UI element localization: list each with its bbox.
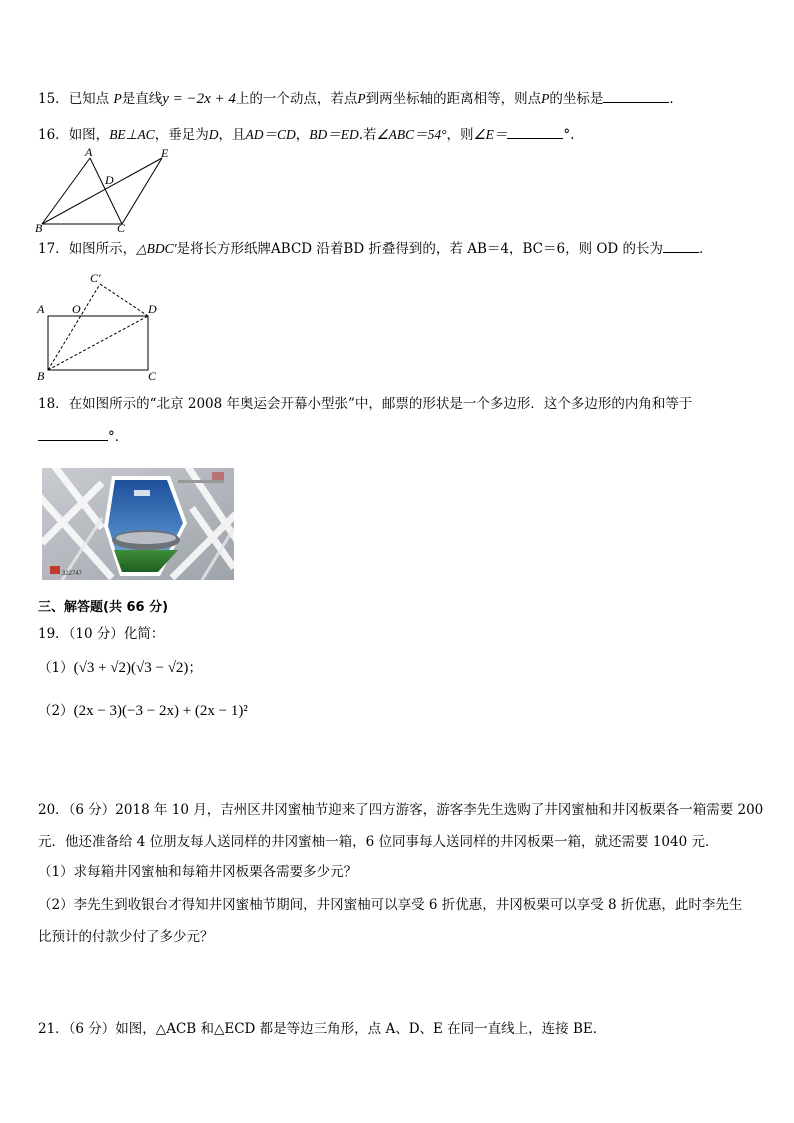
fig16-label-c: C xyxy=(117,221,126,234)
question-18 xyxy=(38,394,692,414)
fig17-label-c: C xyxy=(148,369,157,383)
line-equation: y = −2x + 4 xyxy=(162,91,236,107)
answer-blank[interactable] xyxy=(603,88,669,103)
q16-text: ，且 xyxy=(218,127,246,143)
question-20-part-1: （1）求每箱井冈蜜柚和每箱井冈板栗各需要多少元？ xyxy=(38,864,358,880)
part-label: （1） xyxy=(38,660,74,676)
point-p: P xyxy=(113,91,122,106)
answer-blank[interactable] xyxy=(663,238,699,253)
fig17-label-b: B xyxy=(37,369,45,383)
q15-text: 的坐标是 xyxy=(549,91,604,107)
section-heading: 三、解答题(共 66 分) xyxy=(38,600,169,615)
point-p: P xyxy=(541,91,550,106)
q15-text: 上的一个动点，若点 xyxy=(235,91,358,107)
fig17-label-a: A xyxy=(37,302,45,316)
fig17-label-d: D xyxy=(148,302,157,316)
question-21: 21．（6 分）如图，△ACB 和△ECD 都是等边三角形，点 A、D、E 在同一直线上，连接 BE． xyxy=(38,1021,607,1037)
figure-17 xyxy=(34,268,174,383)
question-number: 16． xyxy=(38,127,69,143)
q18-text: 在如图所示的“北京 2008 年奥运会开幕小型张”中，邮票的形状是一个多边形．这个多边形的内角和等于 xyxy=(68,396,693,412)
question-19: 19．（10 分）化简： xyxy=(38,626,165,642)
q15-text: 到两坐标轴的距离相等，则点 xyxy=(365,91,542,107)
fig17-label-c-prime: C′ xyxy=(90,271,101,285)
q17-text: 是将长方形纸牌ABCD 沿着BD 折叠得到的，若 AB＝4，BC＝6，则 OD 的长为 xyxy=(176,241,664,257)
q16-math: ∠E＝ xyxy=(473,127,508,142)
fig16-label-e: E xyxy=(161,146,169,160)
question-number: 17． xyxy=(38,241,69,257)
question-20-part-2-cont: 比预计的付款少付了多少元？ xyxy=(38,929,214,945)
stamp-serial-number: 322747 xyxy=(62,571,83,577)
question-19-part-1 xyxy=(38,658,202,678)
q16-text: 如图， xyxy=(68,127,110,143)
q16-math: BE⊥AC xyxy=(109,127,155,142)
fig17-label-o: O xyxy=(72,302,81,316)
question-number: 18． xyxy=(38,396,69,412)
q16-text: .若 xyxy=(358,127,377,143)
fig16-label-a: A xyxy=(85,146,93,159)
question-20-line-2: 元．他还准备给 4 位朋友每人送同样的井冈蜜柚一箱，6 位同事每人送同样的井冈板栗一箱，就还需要 1040 元． xyxy=(38,834,719,850)
q15-text: 已知点 xyxy=(68,91,110,107)
expression: (√3 + √2)(√3 − √2) xyxy=(73,660,189,676)
q16-end: °. xyxy=(563,127,575,143)
q17-text: 如图所示， xyxy=(68,241,137,257)
q15-text: 是直线 xyxy=(121,91,163,107)
answer-blank[interactable] xyxy=(38,426,108,441)
question-19-part-2 xyxy=(38,701,248,721)
figure-16 xyxy=(34,146,184,234)
question-15 xyxy=(38,88,683,109)
q16-text: ，垂足为 xyxy=(154,127,209,143)
question-16 xyxy=(38,124,574,145)
q16-math: ∠ABC＝54° xyxy=(376,127,447,142)
part-label: （2） xyxy=(38,703,74,719)
q15-end: ． xyxy=(669,91,683,107)
question-17 xyxy=(38,238,713,259)
answer-blank[interactable] xyxy=(507,124,563,139)
q17-math: △BDC′ xyxy=(136,241,177,256)
point-p: P xyxy=(357,91,366,106)
part-end: ； xyxy=(188,660,202,676)
q18-end: °． xyxy=(108,429,129,445)
q16-text: ， xyxy=(295,127,310,143)
q16-text: ，则 xyxy=(446,127,474,143)
question-20-part-2: （2）李先生到收银台才得知井冈蜜柚节期间，井冈蜜柚可以享受 6 折优惠，井冈板栗可以享受 8 折优惠，此时李先生 xyxy=(38,897,743,913)
fig16-label-d: D xyxy=(105,173,114,187)
question-20-line-1: 20．（6 分）2018 年 10 月，吉州区井冈蜜柚节迎来了四方游客，游客李先生选购了井冈蜜柚和井冈板栗各一箱需要 200 xyxy=(38,802,764,818)
q16-math: D xyxy=(208,127,219,142)
question-number: 15． xyxy=(38,91,69,107)
q16-math: AD＝CD xyxy=(245,127,296,142)
q16-math: BD＝ED xyxy=(309,127,359,142)
question-18-answer-line xyxy=(38,426,128,447)
expression: (2x − 3)(−3 − 2x) + (2x − 1)² xyxy=(73,703,248,719)
fig16-label-b: B xyxy=(35,221,43,234)
olympic-stamp-sheet-image xyxy=(42,468,234,580)
q17-end: ． xyxy=(699,241,713,257)
